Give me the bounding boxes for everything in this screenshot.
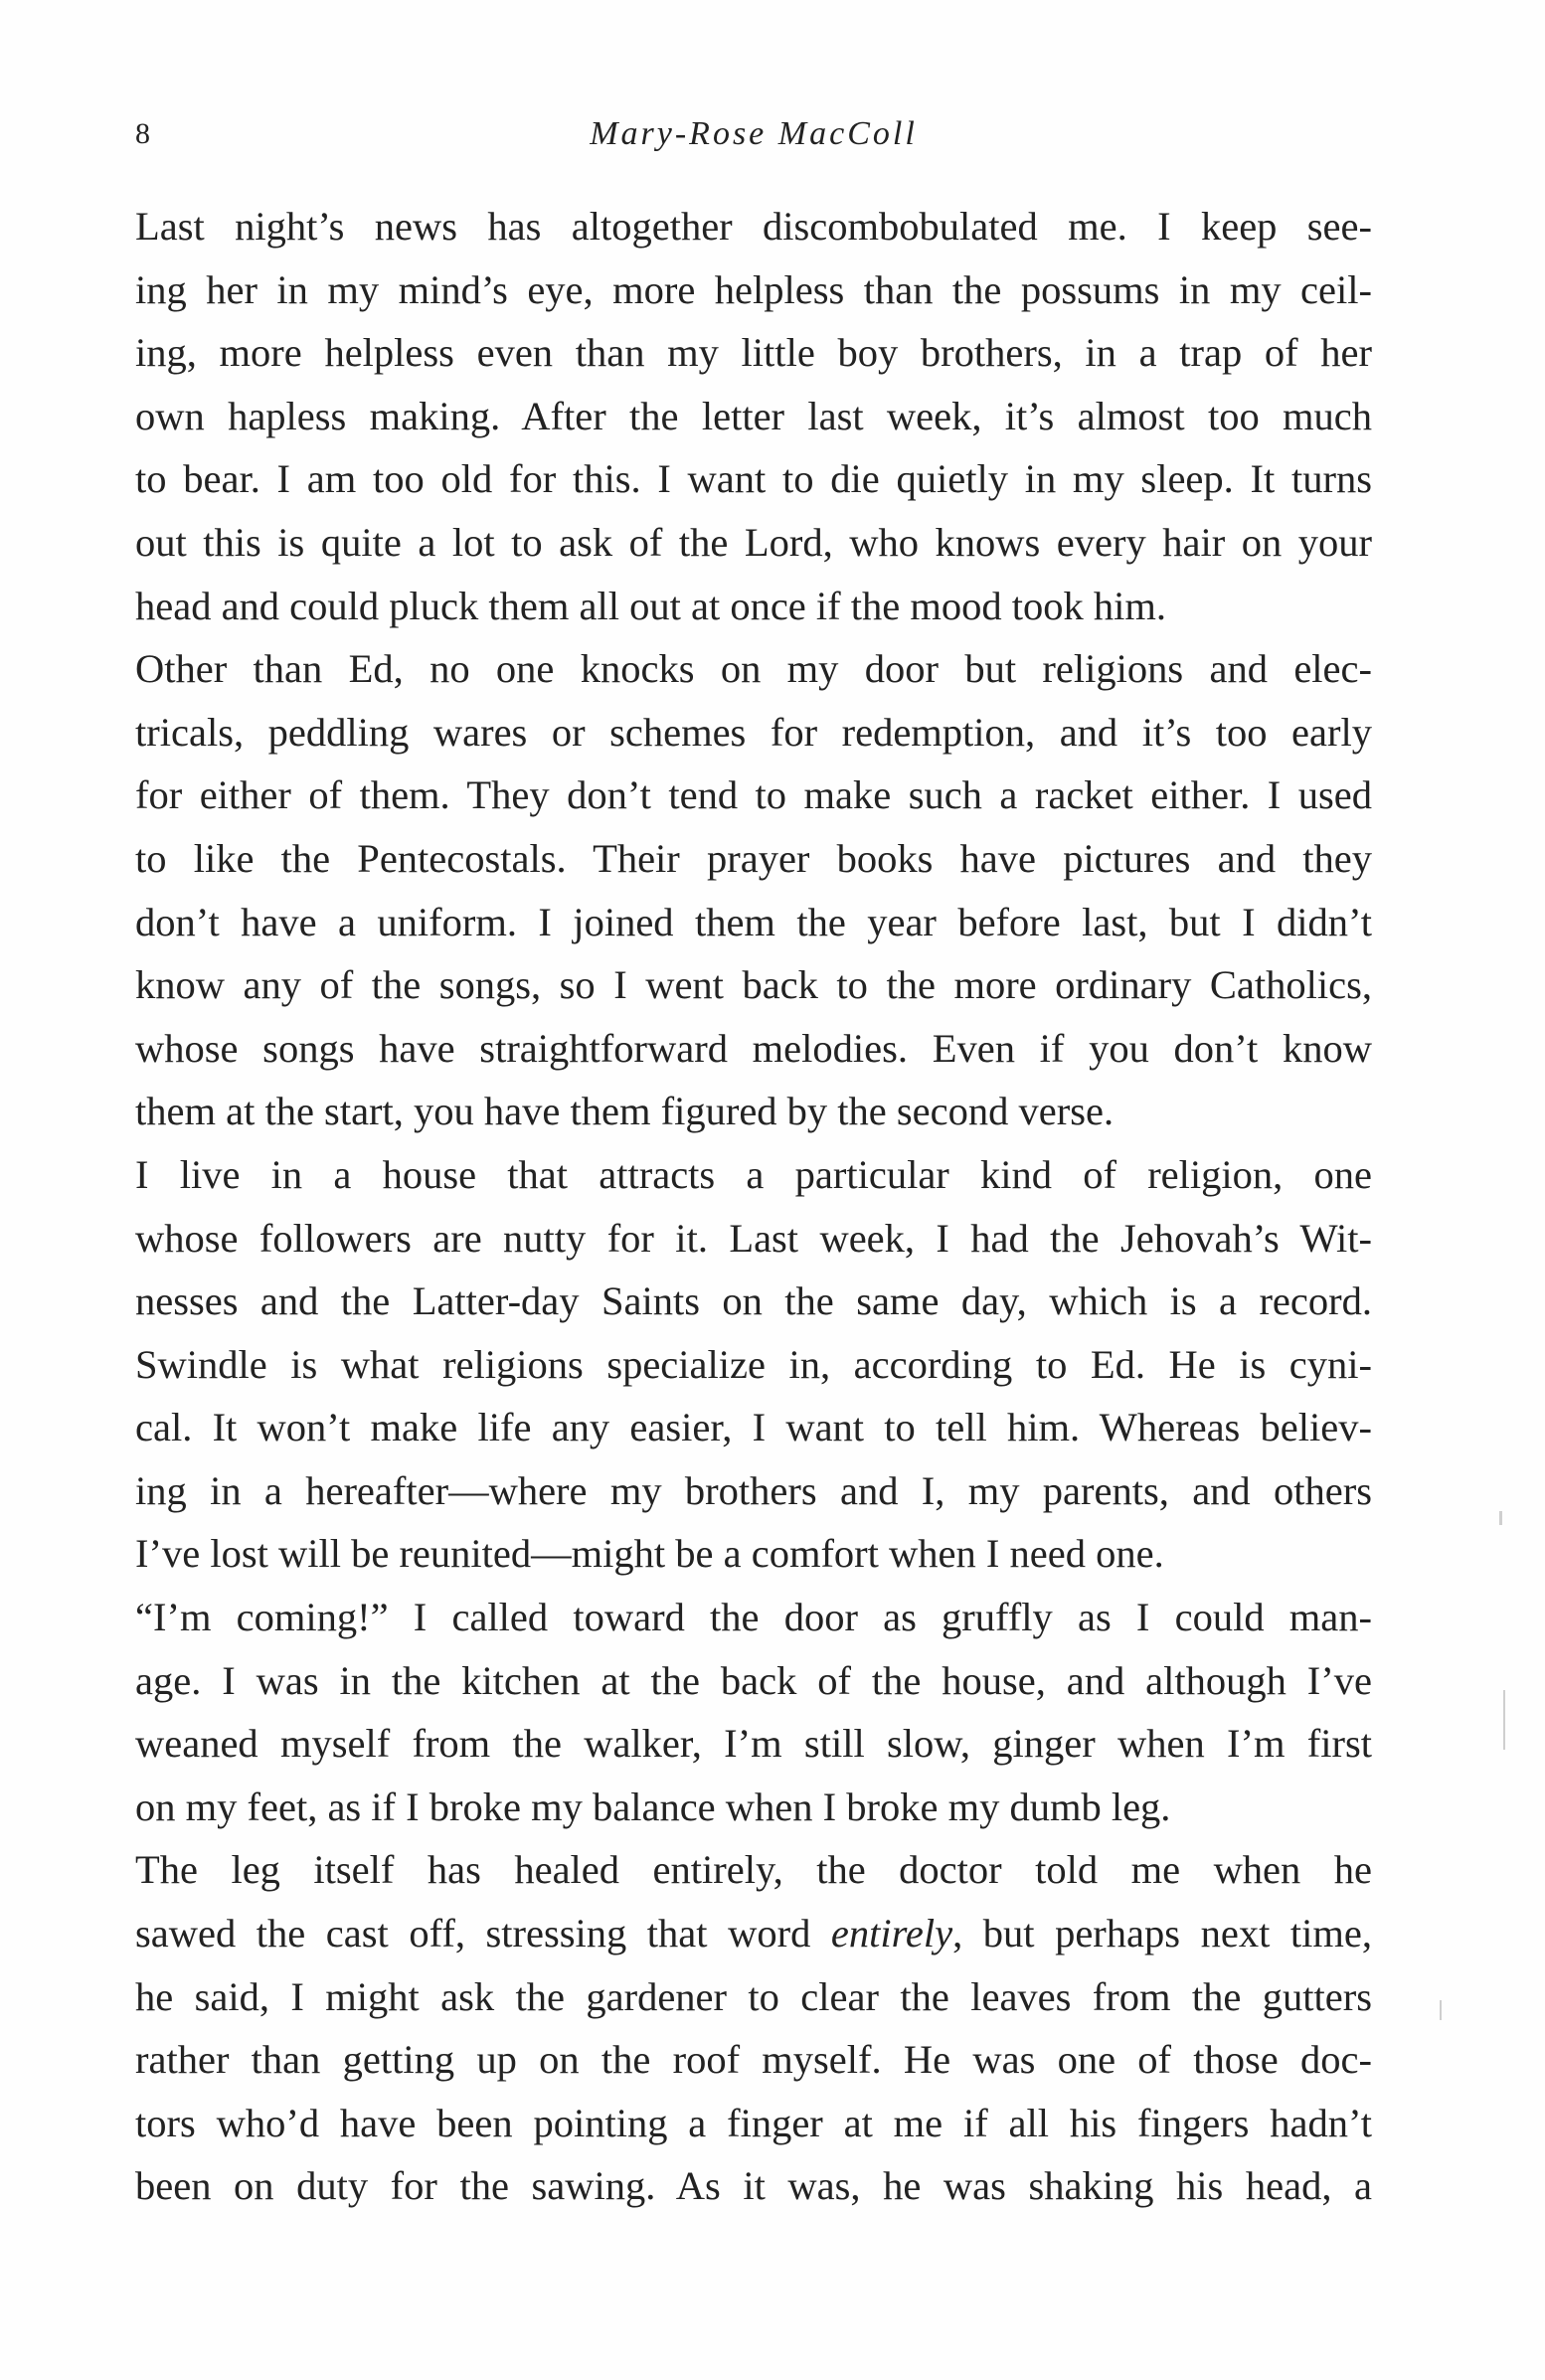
text-line: out this is quite a lot to ask of the Lord, who knows every hair on your [135,519,1372,565]
text-line: weaned myself from the walker, I’m still slow, ginger when I’m first [135,1721,1372,1767]
body-text [135,195,1372,2218]
scan-artifact-mark [1503,1690,1505,1750]
text-line: to bear. I am too old for this. I want to die quietly in my sleep. It turns [135,456,1372,502]
text-line: nesses and the Latter-day Saints on the same day, which is a record. [135,1278,1372,1324]
text-line: cal. It won’t make life any easier, I want to tell him. Whereas believ- [135,1405,1372,1450]
text-line: The leg itself has healed entirely, the doctor told me when he [135,1847,1372,1893]
text-line: tors who’d have been pointing a finger at me if all his fingers hadn’t [135,2100,1372,2145]
text-line: own hapless making. After the letter last week, it’s almost too much [135,393,1372,438]
text-segment: , but perhaps next time, [952,1911,1372,1956]
text-line: to like the Pentecostals. Their prayer books have pictures and they [135,835,1372,881]
text-line: whose followers are nutty for it. Last week, I had the Jehovah’s Wit- [135,1215,1372,1261]
scan-artifact-mark [1499,1511,1502,1525]
text-line: age. I was in the kitchen at the back of the house, and although I’ve [135,1657,1372,1703]
page-number: 8 [135,117,150,150]
paragraph [135,637,1372,1143]
running-head-author: Mary-Rose MacColl [590,115,918,152]
text-line: I’ve lost will be reunited—might be a comfort when I need one. [135,1531,1164,1577]
paragraph [135,1586,1372,1838]
text-line: he said, I might ask the gardener to clear the leaves from the gutters [135,1973,1372,2019]
text-segment: sawed the cast off, stressing that word [135,1911,831,1956]
text-line: Other than Ed, no one knocks on my door but religions and elec- [135,646,1372,692]
text-line: tricals, peddling wares or schemes for redemption, and it’s too early [135,709,1372,755]
paragraph [135,1143,1372,1586]
text-line: I live in a house that attracts a particular kind of religion, one [135,1151,1372,1197]
text-line: Last night’s news has altogether discombobulated me. I keep see- [135,204,1372,249]
scan-artifact-mark [1440,2000,1442,2020]
text-line: ing, more helpless even than my little boy brothers, in a trap of her [135,330,1372,376]
text-line: ing her in my mind’s eye, more helpless than the possums in my ceil- [135,266,1372,312]
text-line: for either of them. They don’t tend to make such a racket either. I used [135,772,1372,818]
text-line: been on duty for the sawing. As it was, he was shaking his head, a [135,2163,1372,2209]
paragraph [135,1838,1372,2218]
page-header [135,109,1372,159]
text-line: rather than getting up on the roof myself. He was one of those doc- [135,2037,1372,2083]
text-line: on my feet, as if I broke my balance when I broke my dumb leg. [135,1784,1171,1829]
text-line: ing in a hereafter—where my brothers and I, my parents, and others [135,1467,1372,1513]
text-line: know any of the songs, so I went back to the more ordinary Catholics, [135,962,1372,1008]
text-line: them at the start, you have them figured by the second verse. [135,1089,1115,1134]
text-line: don’t have a uniform. I joined them the year before last, but I didn’t [135,899,1372,944]
text-line: Swindle is what religions specialize in, according to Ed. He is cyni- [135,1341,1372,1387]
emphasized-word: entirely [830,1911,953,1956]
text-line-with-emphasis [135,1902,1372,1965]
text-line: whose songs have straightforward melodies. Even if you don’t know [135,1025,1372,1071]
paragraph [135,195,1372,637]
text-line: “I’m coming!” I called toward the door as gruffly as I could man- [135,1595,1372,1640]
text-line: head and could pluck them all out at once if the mood took him. [135,583,1167,628]
